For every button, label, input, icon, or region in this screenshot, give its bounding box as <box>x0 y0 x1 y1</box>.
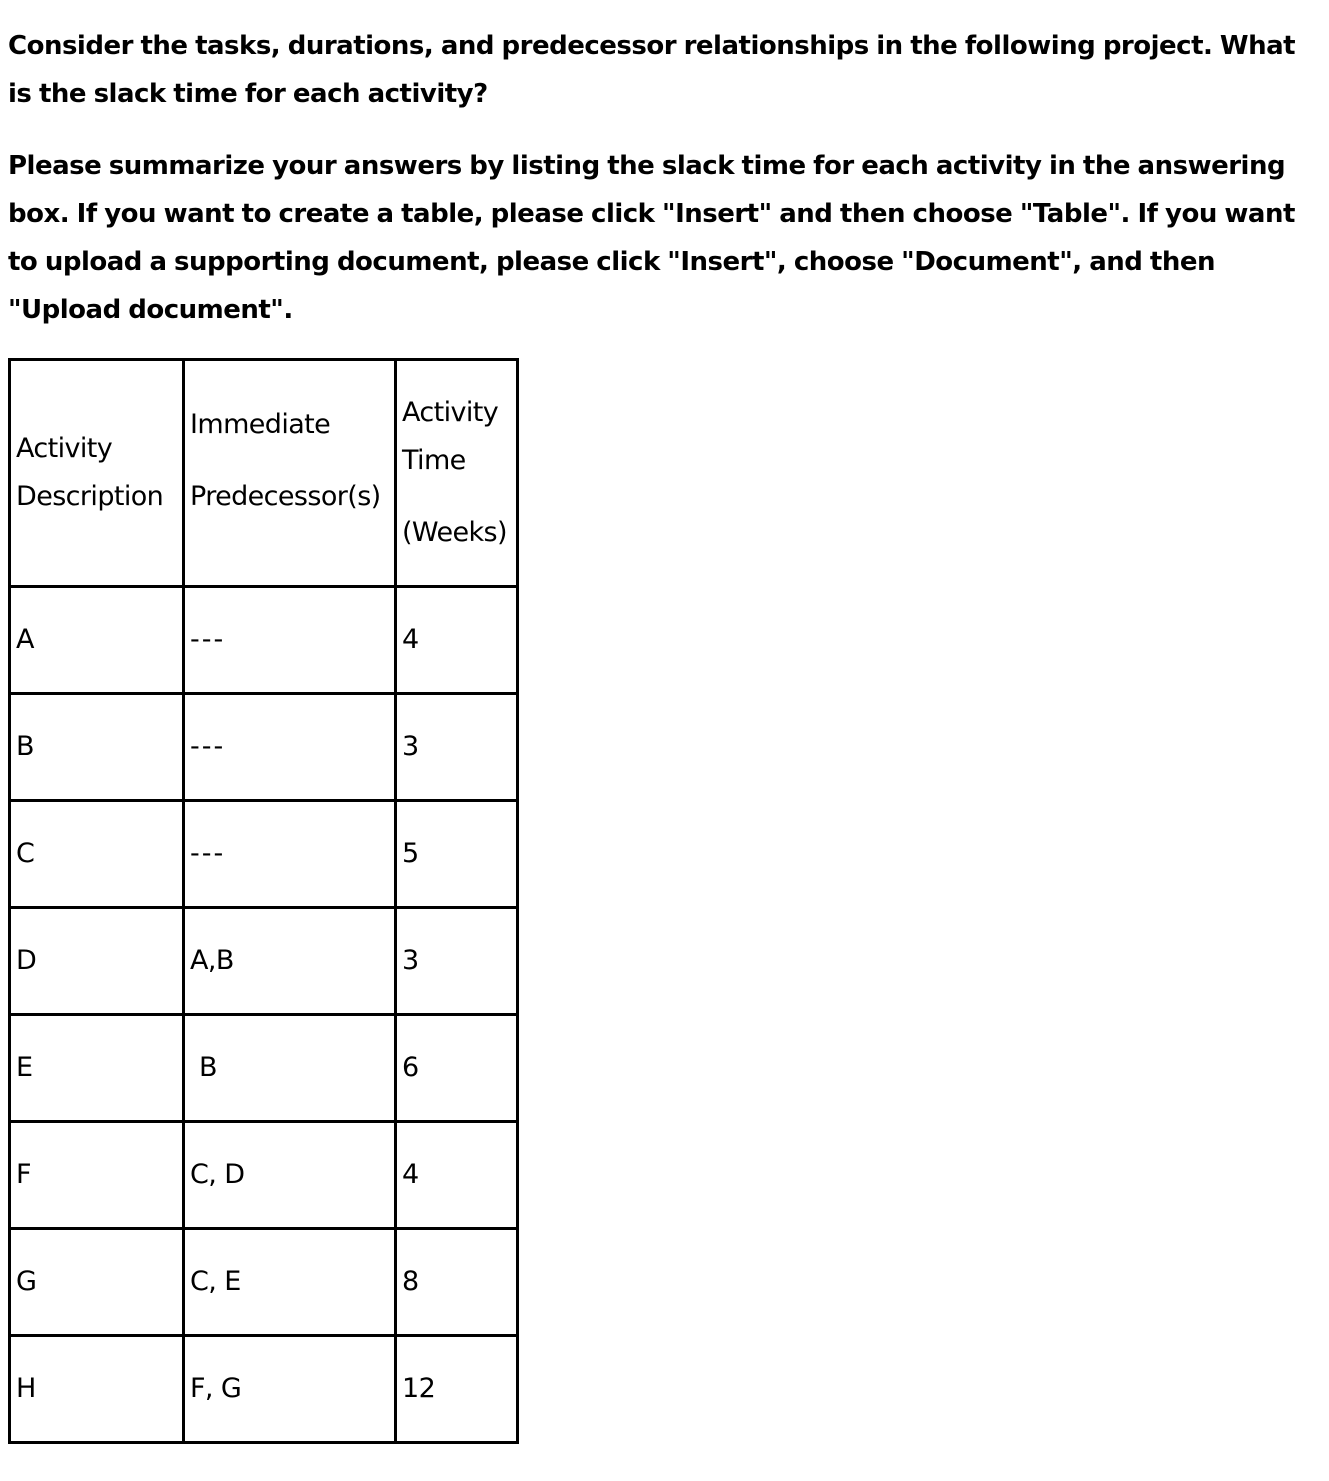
header-immediate-predecessors <box>184 360 396 587</box>
time-cell: 5 <box>396 801 518 908</box>
activity-table <box>8 358 519 1444</box>
header-time-line2: Time <box>402 445 466 476</box>
table-row <box>10 1015 518 1122</box>
table-row <box>10 587 518 694</box>
time-cell: 4 <box>396 587 518 694</box>
table-row <box>10 1336 518 1443</box>
activity-cell: E <box>10 1015 184 1122</box>
table-header-row <box>10 360 518 587</box>
header-pred-line1: Immediate <box>190 409 331 440</box>
predecessor-cell: F, G <box>184 1336 396 1443</box>
table-row <box>10 801 518 908</box>
time-cell: 8 <box>396 1229 518 1336</box>
table-row <box>10 908 518 1015</box>
time-cell: 3 <box>396 908 518 1015</box>
time-cell: 6 <box>396 1015 518 1122</box>
predecessor-cell: C, D <box>184 1122 396 1229</box>
time-cell: 3 <box>396 694 518 801</box>
predecessor-cell: --- <box>184 801 396 908</box>
header-pred-line2: Predecessor(s) <box>190 481 381 512</box>
table-row <box>10 1122 518 1229</box>
predecessor-cell: B <box>184 1015 396 1122</box>
table-row <box>10 1229 518 1336</box>
header-activity-line1: Activity <box>16 433 113 464</box>
predecessor-cell: --- <box>184 694 396 801</box>
question-text: Consider the tasks, durations, and predecessor relationships in the following project. What is the slack time for each activity? <box>8 31 1296 109</box>
time-cell: 4 <box>396 1122 518 1229</box>
activity-cell: F <box>10 1122 184 1229</box>
activity-cell: C <box>10 801 184 908</box>
activity-cell: B <box>10 694 184 801</box>
activity-cell: G <box>10 1229 184 1336</box>
time-cell: 12 <box>396 1336 518 1443</box>
header-activity-description <box>10 360 184 587</box>
activity-cell: D <box>10 908 184 1015</box>
header-activity-line2: Description <box>16 481 164 512</box>
predecessor-cell: C, E <box>184 1229 396 1336</box>
header-time-line1: Activity <box>402 397 499 428</box>
predecessor-cell: --- <box>184 587 396 694</box>
header-activity-time <box>396 360 518 587</box>
instructions-text: Please summarize your answers by listing the slack time for each activity in the answering box. If you want to create a table, please click "Insert" and then choose "Table". If you want to upload a supporting document, please click "Insert", choose "Document", and then "Upload document". <box>8 151 1295 325</box>
activity-cell: A <box>10 587 184 694</box>
predecessor-cell: A,B <box>184 908 396 1015</box>
header-time-line3: (Weeks) <box>402 517 507 548</box>
table-row <box>10 694 518 801</box>
activity-cell: H <box>10 1336 184 1443</box>
